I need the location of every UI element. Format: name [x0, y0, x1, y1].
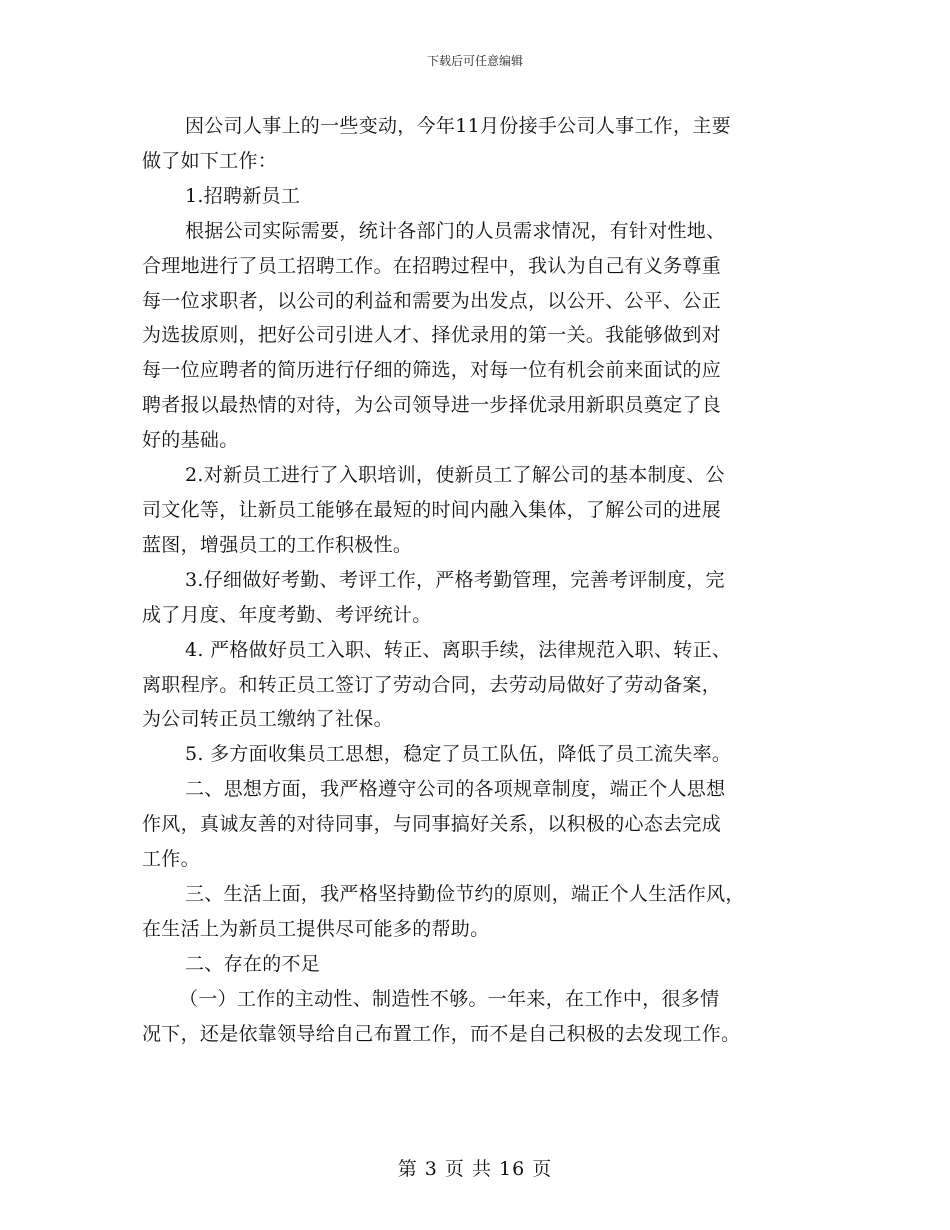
paragraph-line: 蓝图，增强员工的工作积极性。	[142, 533, 413, 556]
paragraph-line: 工作。	[142, 848, 200, 871]
paragraph-line: 好的基础。	[142, 429, 239, 452]
paragraph-line: 每一位应聘者的简历进行仔细的筛选，对每一位有机会前来面试的应	[142, 359, 722, 382]
paragraph-line: （一）工作的主动性、制造性不够。一年来，在工作中，很多情	[179, 987, 720, 1010]
paragraph-line: 每一位求职者，以公司的利益和需要为出发点，以公开、公平、公正	[142, 289, 722, 312]
paragraph-line: 为公司转正员工缴纳了社保。	[142, 708, 393, 731]
section-heading: 1.招聘新员工	[185, 184, 301, 207]
document-body	[142, 109, 812, 1051]
page-number-footer: 第 3 页 共 16 页	[397, 1158, 553, 1180]
paragraph-line: 5. 多方面收集员工思想，稳定了员工队伍，降低了员工流失率。	[185, 743, 732, 766]
paragraph-line: 二、思想方面，我严格遵守公司的各项规章制度，端正个人思想	[185, 778, 726, 801]
paragraph-line: 4. 严格做好员工入职、转正、离职手续，法律规范入职、转正、	[185, 638, 732, 661]
paragraph-line: 三、生活上面，我严格坚持勤俭节约的原则，端正个人生活作风，	[185, 882, 745, 905]
paragraph-line: 2.对新员工进行了入职培训，使新员工了解公司的基本制度、公	[185, 464, 725, 487]
paragraph-line: 因公司人事上的一些变动，今年11月份接手公司人事工作，主要	[185, 115, 731, 137]
paragraph-line: 离职程序。和转正员工签订了劳动合同，去劳动局做好了劳动备案，	[142, 673, 722, 696]
paragraph-line: 合理地进行了员工招聘工作。在招聘过程中，我认为自己有义务尊重	[142, 254, 722, 277]
paragraph-line: 聘者报以最热情的对待，为公司领导进一步择优录用新职员奠定了良	[142, 394, 722, 417]
paragraph-line: 做了如下工作：	[142, 149, 278, 172]
paragraph-line: 根据公司实际需要，统计各部门的人员需求情况，有针对性地、	[185, 219, 726, 242]
page-header: 下载后可任意编辑	[426, 54, 523, 68]
paragraph-line: 成了月度、年度考勤、考评统计。	[142, 603, 432, 626]
paragraph-line: 况下，还是依靠领导给自己布置工作，而不是自己积极的去发现工作。	[142, 1022, 741, 1045]
paragraph-line: 在生活上为新员工提供尽可能多的帮助。	[142, 917, 490, 940]
section-heading: 二、存在的不足	[185, 952, 321, 975]
paragraph-line: 作风，真诚友善的对待同事，与同事搞好关系，以积极的心态去完成	[142, 813, 722, 836]
paragraph-line: 为选拔原则，把好公司引进人才、择优录用的第一关。我能够做到对	[142, 324, 722, 347]
paragraph-line: 司文化等，让新员工能够在最短的时间内融入集体，了解公司的进展	[142, 498, 722, 521]
paragraph-line: 3.仔细做好考勤、考评工作，严格考勤管理，完善考评制度，完	[185, 568, 725, 591]
